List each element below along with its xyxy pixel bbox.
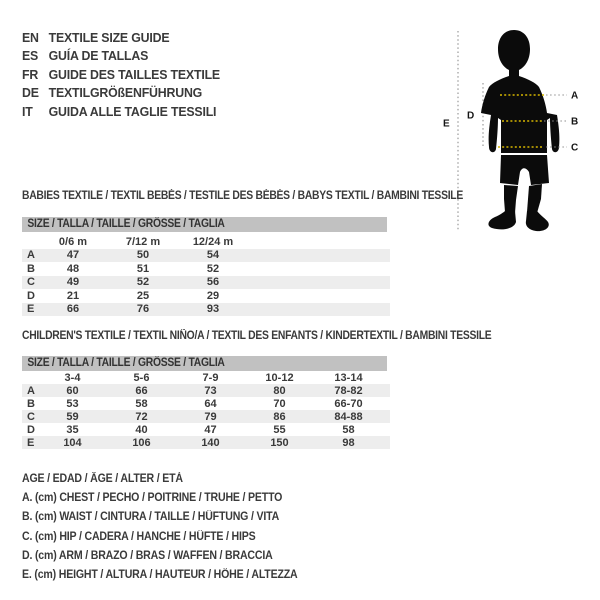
babies-table bbox=[22, 235, 390, 316]
column-header: 0/6 m bbox=[58, 235, 88, 248]
children-table-header-row bbox=[22, 371, 390, 384]
size-value: 52 bbox=[136, 276, 150, 289]
legend-height: E. (cm) HEIGHT / ALTURA / HAUTEUR / HÖHE / ALTEZZA bbox=[22, 568, 298, 581]
size-value: 29 bbox=[206, 289, 220, 302]
size-value: 35 bbox=[66, 423, 79, 436]
row-label: D bbox=[27, 423, 35, 436]
table-row bbox=[22, 423, 390, 436]
babies-section-title: BABIES TEXTILE / TEXTIL BEBÉS / TESTILE DES BÉBÉS / BABYS TEXTIL / BAMBINI TESSILE bbox=[22, 190, 463, 202]
size-value: 50 bbox=[136, 249, 150, 262]
size-value: 52 bbox=[206, 262, 220, 275]
children-section-title: CHILDREN'S TEXTILE / TEXTIL NIÑO/A / TEXTIL DES ENFANTS / KINDERTEXTIL / BAMBINI TESSILE bbox=[22, 330, 492, 342]
size-value: 104 bbox=[63, 436, 82, 449]
table-row bbox=[22, 289, 390, 303]
size-value: 47 bbox=[204, 423, 217, 436]
babies-table-header-row bbox=[22, 235, 390, 249]
table-row bbox=[22, 303, 390, 317]
table-row bbox=[22, 249, 390, 263]
row-label: C bbox=[27, 410, 35, 423]
row-label: D bbox=[27, 289, 35, 302]
size-value: 40 bbox=[135, 423, 148, 436]
language-row-it bbox=[22, 102, 220, 121]
row-label: E bbox=[27, 303, 35, 316]
size-value: 58 bbox=[342, 423, 355, 436]
language-title: TEXTILGRÖßENFÜHRUNG bbox=[48, 85, 203, 101]
table-row bbox=[22, 436, 390, 449]
language-code: FR bbox=[22, 66, 39, 82]
size-value: 48 bbox=[66, 262, 80, 275]
size-value: 106 bbox=[132, 436, 151, 449]
row-label: B bbox=[27, 262, 35, 275]
size-value: 53 bbox=[66, 397, 79, 410]
table-row bbox=[22, 276, 390, 290]
language-list bbox=[22, 28, 230, 121]
size-value: 49 bbox=[66, 276, 80, 289]
size-value: 64 bbox=[204, 397, 217, 410]
legend-waist: B. (cm) WAIST / CINTURA / TAILLE / HÜFTUNG / VITA bbox=[22, 511, 280, 524]
measurement-legend bbox=[22, 470, 321, 585]
figure-label-b: B bbox=[571, 116, 579, 128]
language-title: GUIDA ALLE TAGLIE TESSILI bbox=[48, 103, 217, 119]
language-code: EN bbox=[22, 29, 39, 45]
size-value: 84-88 bbox=[334, 410, 363, 423]
language-code: DE bbox=[22, 85, 39, 101]
row-label: E bbox=[27, 436, 35, 449]
row-label: A bbox=[27, 384, 35, 397]
size-value: 78-82 bbox=[334, 384, 363, 397]
figure-label-e: E bbox=[443, 118, 450, 130]
size-value: 150 bbox=[270, 436, 289, 449]
column-header: 13-14 bbox=[334, 371, 363, 384]
size-value: 25 bbox=[136, 289, 150, 302]
language-title: GUIDE DES TAILLES TEXTILE bbox=[48, 66, 220, 82]
size-value: 59 bbox=[66, 410, 79, 423]
size-value: 47 bbox=[66, 249, 80, 262]
language-row-fr bbox=[22, 65, 220, 84]
size-value: 66 bbox=[66, 303, 80, 316]
size-value: 73 bbox=[204, 384, 217, 397]
figure-label-a: A bbox=[571, 90, 579, 102]
babies-size-header-bar bbox=[22, 217, 387, 232]
language-row-en bbox=[22, 28, 220, 47]
size-value: 60 bbox=[66, 384, 79, 397]
size-value: 80 bbox=[273, 384, 286, 397]
language-code: IT bbox=[22, 103, 33, 119]
size-value: 86 bbox=[273, 410, 286, 423]
legend-chest: A. (cm) CHEST / PECHO / POITRINE / TRUHE / PETTO bbox=[22, 492, 283, 505]
size-value: 76 bbox=[136, 303, 150, 316]
size-value: 66 bbox=[135, 384, 148, 397]
size-value: 21 bbox=[66, 289, 80, 302]
size-value: 98 bbox=[342, 436, 355, 449]
size-value: 66-70 bbox=[334, 397, 363, 410]
legend-hip: C. (cm) HIP / CADERA / HANCHE / HÜFTE / HIPS bbox=[22, 530, 256, 543]
legend-arm: D. (cm) ARM / BRAZO / BRAS / WAFFEN / BRACCIA bbox=[22, 549, 273, 562]
size-value: 70 bbox=[273, 397, 286, 410]
language-title: TEXTILE SIZE GUIDE bbox=[48, 29, 170, 45]
size-value: 58 bbox=[135, 397, 148, 410]
child-measurement-figure bbox=[440, 22, 596, 240]
column-header: 12/24 m bbox=[192, 235, 234, 248]
size-value: 93 bbox=[206, 303, 220, 316]
row-label: B bbox=[27, 397, 35, 410]
size-value: 51 bbox=[136, 262, 150, 275]
language-row-de bbox=[22, 84, 220, 103]
column-header: 5-6 bbox=[133, 371, 150, 384]
legend-age: AGE / EDAD / ÂGE / ALTER / ETÀ bbox=[22, 473, 183, 485]
table-row bbox=[22, 410, 390, 423]
column-header: 3-4 bbox=[64, 371, 81, 384]
row-label: C bbox=[27, 276, 35, 289]
size-value: 55 bbox=[273, 423, 286, 436]
column-header: 10-12 bbox=[265, 371, 294, 384]
babies-size-header: SIZE / TALLA / TAILLE / GRÖSSE / TAGLIA bbox=[27, 218, 225, 230]
size-value: 56 bbox=[206, 276, 220, 289]
size-value: 79 bbox=[204, 410, 217, 423]
language-code: ES bbox=[22, 48, 39, 64]
figure-label-c: C bbox=[571, 142, 579, 154]
figure-label-d: D bbox=[467, 110, 475, 122]
language-row-es bbox=[22, 47, 220, 66]
children-size-header: SIZE / TALLA / TAILLE / GRÖSSE / TAGLIA bbox=[27, 357, 225, 369]
language-title: GUÍA DE TALLAS bbox=[48, 48, 149, 64]
size-value: 72 bbox=[135, 410, 148, 423]
children-size-header-bar bbox=[22, 356, 387, 371]
row-label: A bbox=[27, 249, 35, 262]
size-value: 140 bbox=[201, 436, 220, 449]
table-row bbox=[22, 384, 390, 397]
column-header: 7-9 bbox=[202, 371, 219, 384]
child-silhouette bbox=[481, 30, 559, 231]
column-header: 7/12 m bbox=[125, 235, 161, 248]
table-row bbox=[22, 397, 390, 410]
table-row bbox=[22, 262, 390, 276]
size-value: 54 bbox=[206, 249, 220, 262]
children-table bbox=[22, 371, 390, 449]
